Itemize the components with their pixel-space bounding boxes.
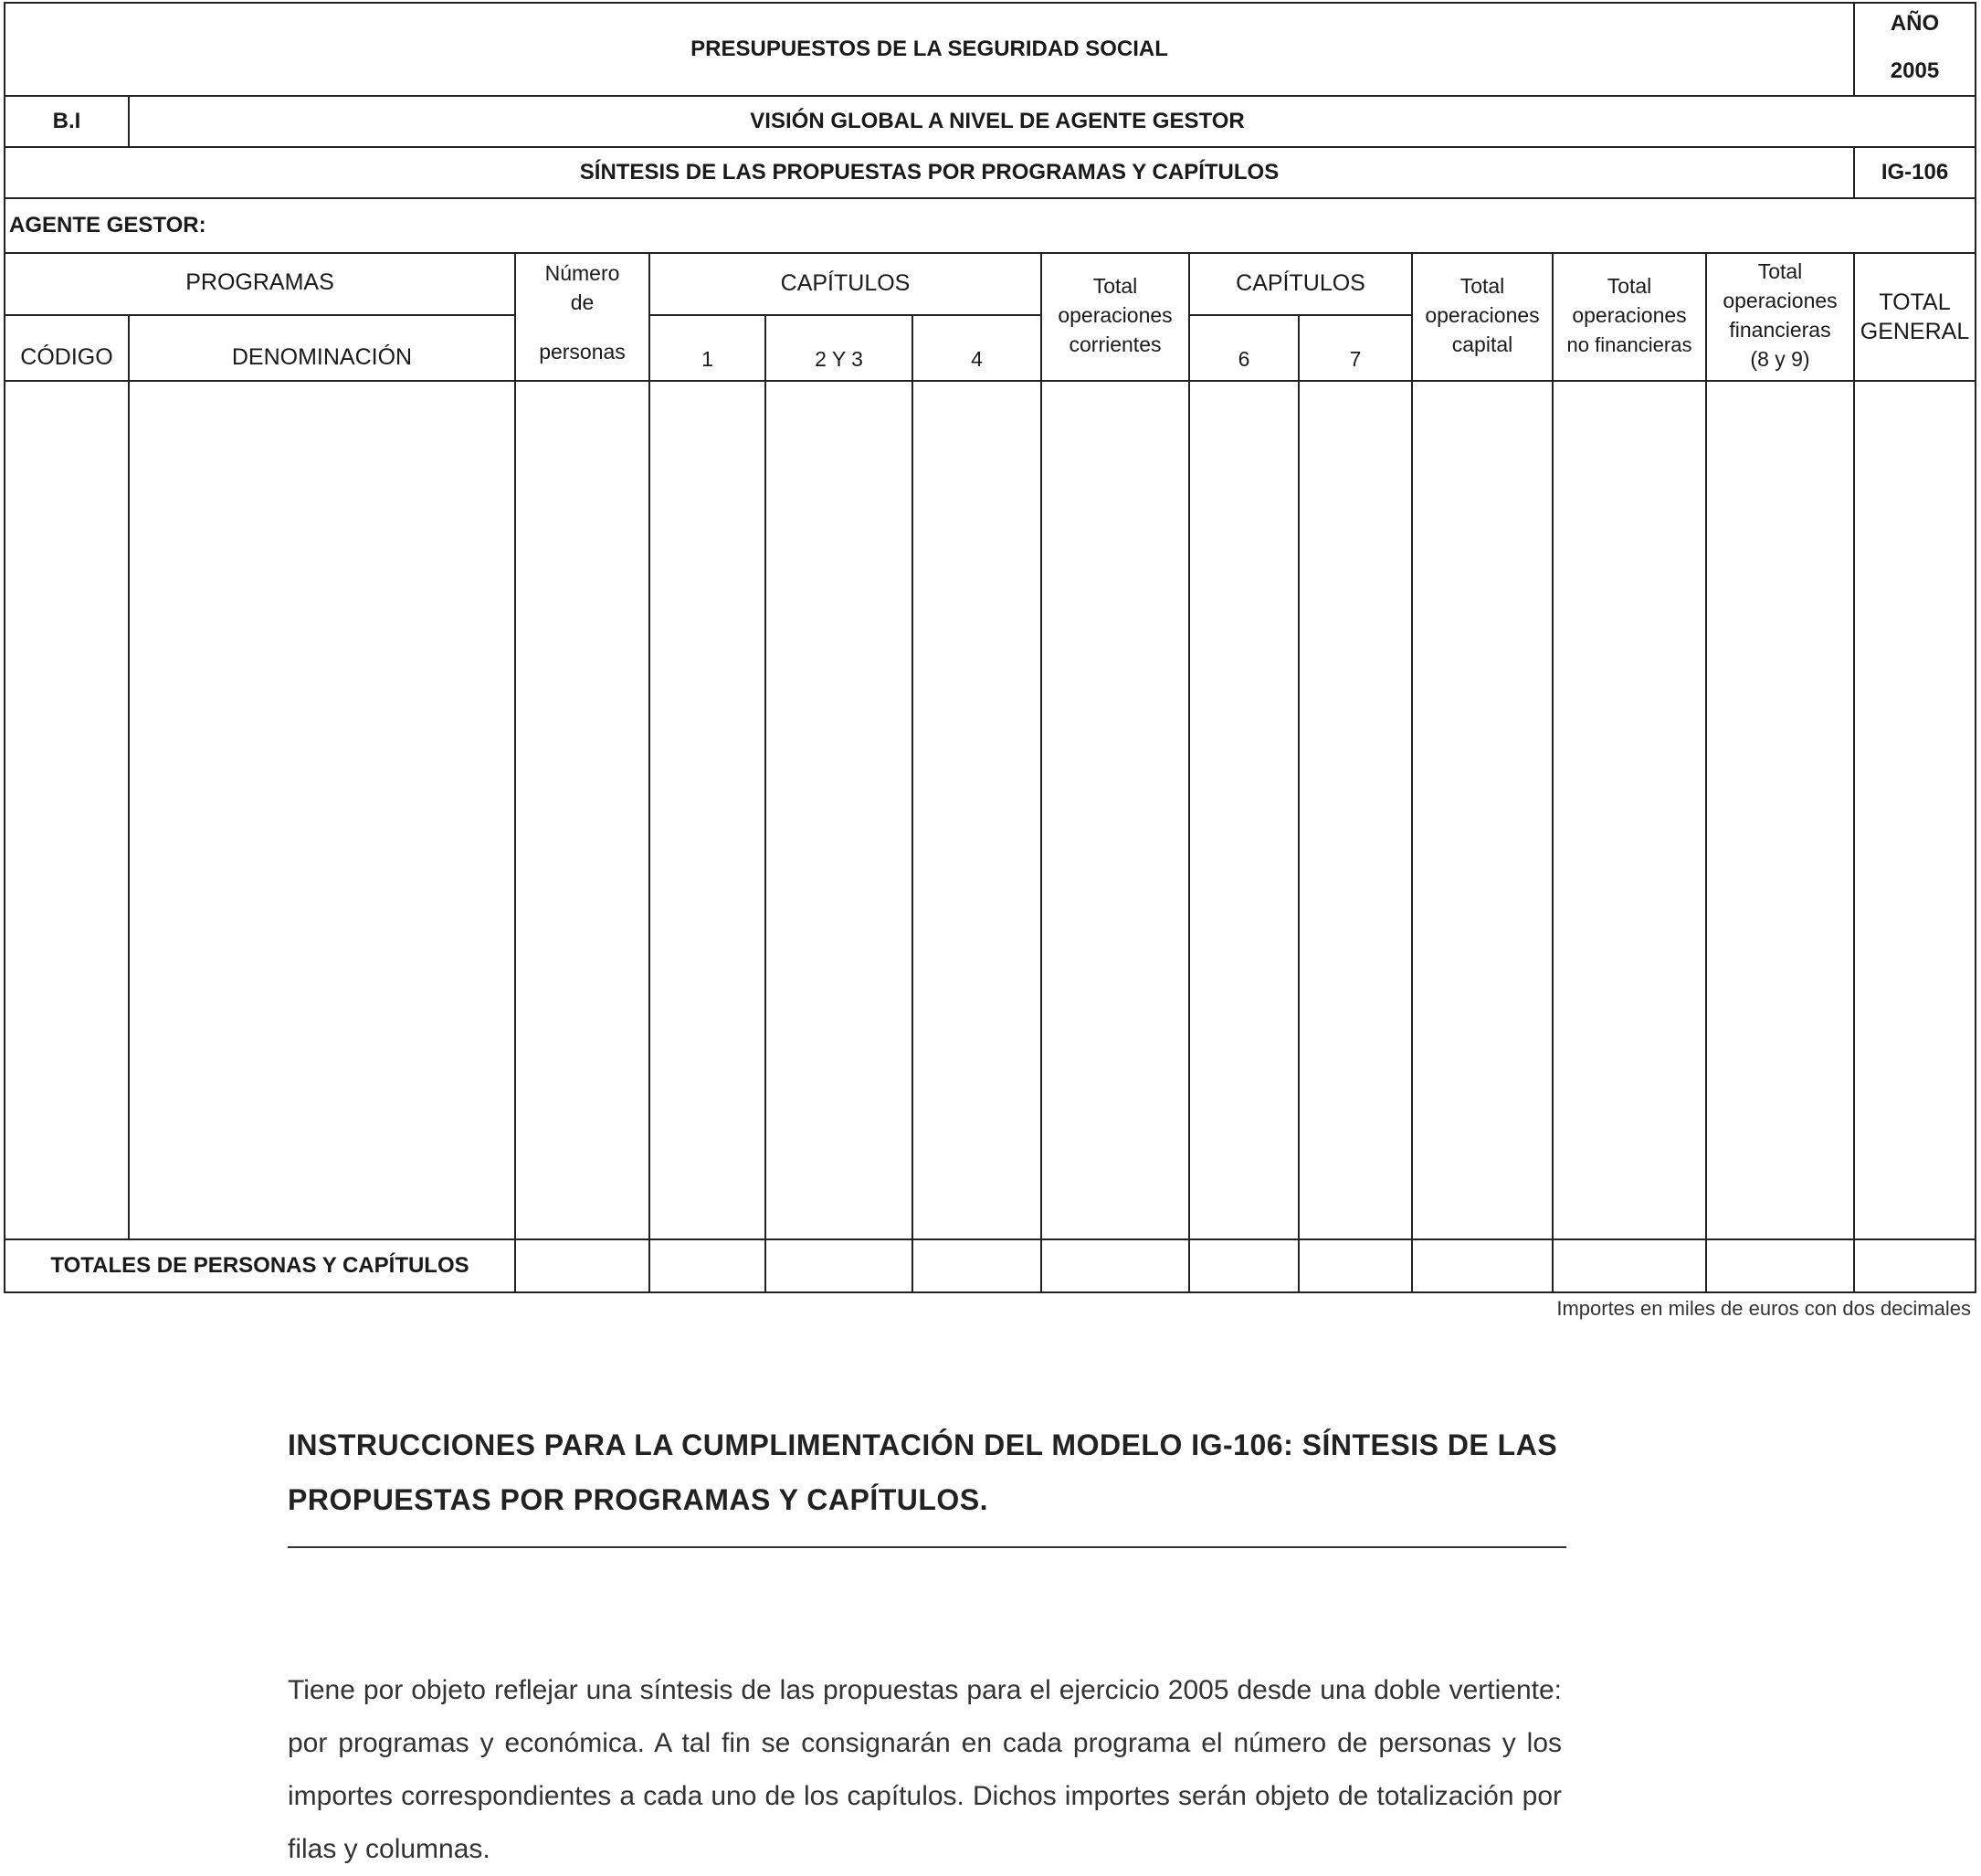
agent-label: AGENTE GESTOR: <box>9 213 206 237</box>
header-programas: PROGRAMAS <box>185 269 334 295</box>
header-total-financieras-3: financieras <box>1729 318 1831 342</box>
col-line <box>514 254 516 1291</box>
header-numero: Número <box>544 261 620 285</box>
header-capitulos-a: CAPÍTULOS <box>780 270 911 296</box>
row-line <box>5 314 514 316</box>
programs-table <box>4 252 1976 1293</box>
form-title: PRESUPUESTOS DE LA SEGURIDAD SOCIAL <box>690 37 1168 61</box>
header-total-corrientes-3: corrientes <box>1069 332 1162 356</box>
header-total-no-financieras-2: operaciones <box>1572 303 1687 327</box>
col-line <box>1298 316 1300 1291</box>
instructions-body: Tiene por objeto reflejar una síntesis de las propuestas para el ejercicio 2005 desde una doble vertiente: por programas y económica. A tal fin se consignarán en cada programa el número de personas y los importes correspondientes a cada uno de los capítulos. Dichos importes serán objeto de totalización por filas y columnas. <box>288 1675 1562 1864</box>
agent-row <box>4 197 1976 254</box>
header-personas: personas <box>539 340 626 364</box>
header-cap-7: 7 <box>1349 347 1362 371</box>
synthesis-title: SÍNTESIS DE LAS PROPUESTAS POR PROGRAMAS Y CAPÍTULOS <box>579 160 1280 184</box>
header-total-no-financieras-1: Total <box>1607 274 1652 298</box>
col-line <box>911 316 913 1291</box>
header-cap-6: 6 <box>1238 347 1250 371</box>
row-line <box>1188 314 1411 316</box>
header-total-capital-1: Total <box>1459 274 1505 298</box>
header-codigo: CÓDIGO <box>20 344 113 370</box>
header-cap-1: 1 <box>701 347 713 371</box>
form-title-row <box>4 2 1976 97</box>
col-line <box>648 254 650 1291</box>
header-numero-de: de <box>570 290 595 314</box>
section-code: B.I <box>52 109 81 133</box>
header-total-capital-2: operaciones <box>1425 303 1540 327</box>
col-line <box>1411 254 1413 1291</box>
col-line <box>1552 254 1554 1291</box>
amounts-note: Importes en miles de euros con dos decimales <box>1556 1297 1971 1320</box>
instructions-divider <box>288 1546 1566 1548</box>
header-total-financieras-1: Total <box>1757 259 1803 283</box>
row-line <box>648 314 1040 316</box>
section-title: VISIÓN GLOBAL A NIVEL DE AGENTE GESTOR <box>750 109 1245 133</box>
model-code: IG-106 <box>1881 160 1949 184</box>
header-cap-2-3: 2 Y 3 <box>815 347 863 371</box>
col-line <box>764 316 766 1291</box>
col-line <box>1188 254 1190 1291</box>
col-line <box>1705 254 1707 1291</box>
header-denominacion: DENOMINACIÓN <box>231 344 413 370</box>
header-total-capital-3: capital <box>1451 332 1513 356</box>
header-total-general-2: GENERAL <box>1860 319 1970 344</box>
section-row <box>4 95 1976 148</box>
year-value: 2005 <box>1890 58 1940 83</box>
header-cap-4: 4 <box>971 347 983 371</box>
header-total-financieras-4: (8 y 9) <box>1750 347 1810 371</box>
header-total-corrientes-2: operaciones <box>1058 303 1173 327</box>
totals-row-label: TOTALES DE PERSONAS Y CAPÍTULOS <box>50 1253 469 1278</box>
col-line <box>1853 254 1855 1291</box>
header-total-financieras-2: operaciones <box>1723 289 1838 312</box>
header-total-general-1: TOTAL <box>1879 290 1951 315</box>
header-total-corrientes-1: Total <box>1092 274 1138 298</box>
header-bottom-line <box>5 380 1975 382</box>
col-line <box>128 316 130 1238</box>
year-label: AÑO <box>1890 11 1940 36</box>
header-total-no-financieras-3: no financieras <box>1566 333 1692 356</box>
instructions-title: INSTRUCCIONES PARA LA CUMPLIMENTACIÓN DEL MODELO IG-106: SÍNTESIS DE LAS PROPUESTAS POR PROGRAMAS Y CAPÍTULOS. <box>288 1428 1558 1516</box>
synthesis-row <box>4 146 1976 199</box>
col-line <box>1040 254 1042 1291</box>
header-capitulos-b: CAPÍTULOS <box>1236 270 1365 296</box>
